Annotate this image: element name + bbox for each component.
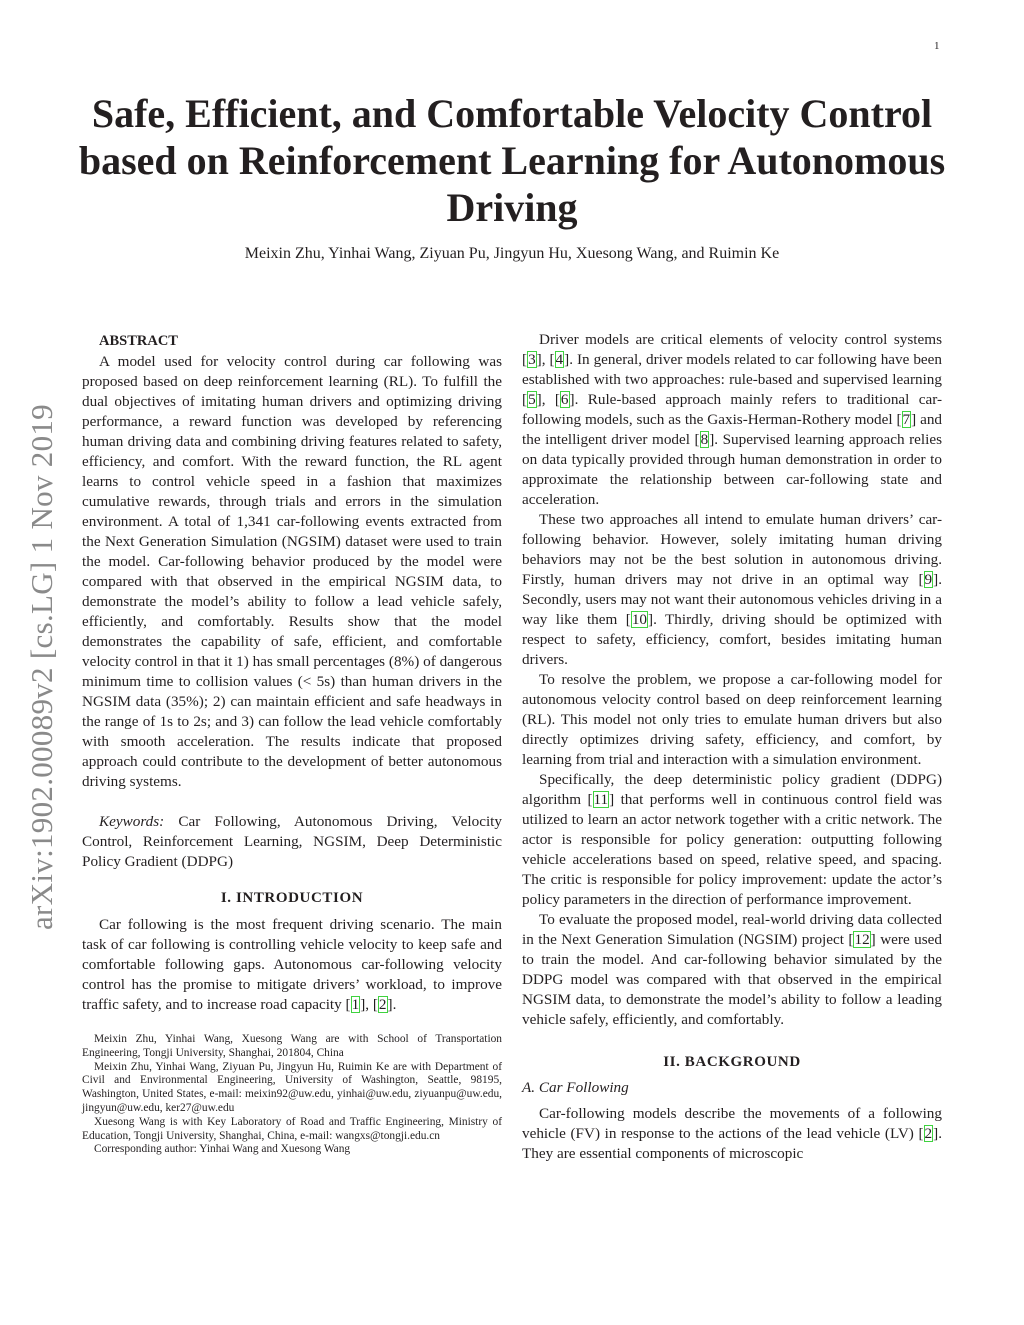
page-number: 1 [934,40,940,52]
body-paragraph: These two approaches all intend to emulate human drivers’ car-following behavior. However, solely imitating human driving behaviors may not be the best solution in autonomous driving. Firstly, human drivers may not drive in an optimal way [9]. Secondly, users may not want their autonomous vehicles driving in a way like them [10]. Thirdly, driving should be optimized with respect to safety, efficiency, comfort, besides imitating human drivers. [522,511,942,668]
section-heading-background: II. BACKGROUND [663,1054,801,1070]
citation-link[interactable]: 12 [854,931,870,948]
keywords-label: Keywords: [99,813,165,830]
section-heading-introduction: I. INTRODUCTION [220,890,364,906]
body-paragraph: To evaluate the proposed model, real-world driving data collected in the Next Generation Simulation (NGSIM) project [12] were used to train the model. And car-following behavior simulated by the DDPG model was compared with that observed in the empirical NGSIM data, to demonstrate the model’s ability to follow a leading vehicle safely, efficiently, and comfortably. [522,911,942,1028]
body-paragraph: Car-following models describe the movements of a following vehicle (FV) in response to the actions of the lead vehicle (LV) [2]. They are essential components of microscopic [522,1105,942,1162]
body-paragraph: To resolve the problem, we propose a car-following model for autonomous velocity control based on deep reinforcement learning (RL). This model not only tries to emulate human drivers but also directly optimizes driving safety, efficiency, and comfort, by learning from trial and interaction with a simulation environment. [522,671,942,768]
footnote: Corresponding author: Yinhai Wang and Xuesong Wang [94,1143,351,1156]
body-paragraph: Specifically, the deep deterministic policy gradient (DDPG) algorithm [11] that performs well in continuous control field was utilized to learn an actor network together with a critic network. The actor is responsible for policy generation: outputting following vehicle accelerations based on speed, relative speed, and spacing. The critic is responsible for policy improvement: update the actor’s policy parameters in the direction of performance improvement. [522,771,942,908]
citation-link[interactable]: 10 [631,611,647,628]
subsection-heading-car-following: A. Car Following [522,1079,629,1096]
citation-link[interactable]: 2 [924,1125,933,1142]
citation-link[interactable]: 2 [378,996,387,1013]
footnotes [82,1033,502,1157]
author-list: Meixin Zhu, Yinhai Wang, Ziyuan Pu, Jingyun Hu, Xuesong Wang, and Ruimin Ke [244,245,780,262]
citation-link[interactable]: 4 [555,351,564,368]
citation-link[interactable]: 3 [528,351,536,368]
keywords [82,812,502,872]
citation-link[interactable]: 8 [700,431,709,448]
paper-title: Safe, Efficient, and Comfortable Velocity Control based on Reinforcement Learning for Autonomous Driving [78,91,946,230]
citation-link[interactable]: 6 [560,391,569,408]
citation-link[interactable]: 9 [924,571,933,588]
abstract-heading: ABSTRACT [99,333,178,349]
citation-link[interactable]: 7 [902,411,911,428]
right-column [522,330,942,1164]
citation-link[interactable]: 5 [528,391,536,408]
citation-link[interactable]: 11 [593,791,609,808]
abstract-text: A model used for velocity control during car following was proposed based on deep reinforcement learning (RL). To fulfill the dual objectives of imitating human drivers and optimizing driving performance, a reward function was developed by referencing human driving data and combining driving features related to safety, efficiency, and comfort. With the reward function, the RL agent learns to control vehicle speed in a fashion that maximizes cumulative rewards, through trials and errors in the simulation environment. A total of 1,341 car-following events extracted from the Next Generation Simulation (NGSIM) dataset were used to train the model. Car-following behavior produced by the model were compared with that observed in the empirical NGSIM data, to demonstrate the model’s ability to follow a lead vehicle safely, efficiently, and comfortably. Results show that the model demonstrates the capability of safe, efficient, and comfortable velocity control in that it 1) has small percentages (8%) of dangerous minimum time to collision values (< 5s) than human drivers in the NGSIM data (35%); 2) can maintain efficient and safe headways in the range of 1s to 2s; and 3) can follow the lead vehicle comfortably with smooth acceleration. The results indicate that proposed approach could contribute to the development of better autonomous driving systems. [82,353,502,790]
keywords-text: Car Following, Autonomous Driving, Velocity Control, Reinforcement Learning, NGSIM, Deep Deterministic Policy Gradient (DDPG) [82,813,502,870]
arxiv-stamp: arXiv:1902.00089v2 [cs.LG] 1 Nov 2019 [24,404,59,930]
footnote: Meixin Zhu, Yinhai Wang, Xuesong Wang are with School of Transportation Engineering, Tongji University, Shanghai, 201804, China [82,1033,502,1059]
left-column [82,330,502,1157]
citation-link[interactable]: 1 [351,996,360,1013]
body-paragraph: Driver models are critical elements of velocity control systems [3], [4]. In general, driver models related to car following have been established with two approaches: rule-based and supervised learning [5], [6]. Rule-based approach mainly refers to traditional car-following models, such as the Gaxis-Herman-Rothery model [7] and the intelligent driver model [8]. Supervised learning approach relies on data typically provided through human demonstration in order to approximate the relationship between car-following state and acceleration. [522,331,943,508]
footnote: Meixin Zhu, Yinhai Wang, Ziyuan Pu, Jingyun Hu, Ruimin Ke are with Department of Civil and Environmental Engineering, University of Washington, Seattle, 98195, Washington, United States, e-mail: meixin92@uw.edu, yinhai@uw.edu, ziyuanpu@uw.edu, jingyun@uw.edu, ker27@uw.edu [82,1060,502,1114]
intro-paragraph: Car following is the most frequent driving scenario. The main task of car following is controlling vehicle velocity to keep safe and comfortable following gaps. Autonomous car-following velocity control has the promise to mitigate drivers’ workload, to improve traffic safety, and to increase road capacity [1], [2]. [82,916,502,1013]
footnote: Xuesong Wang is with Key Laboratory of Road and Traffic Engineering, Ministry of Education, Tongji University, Shanghai, China, e-mail: wangxs@tongji.edu.cn [82,1115,502,1142]
